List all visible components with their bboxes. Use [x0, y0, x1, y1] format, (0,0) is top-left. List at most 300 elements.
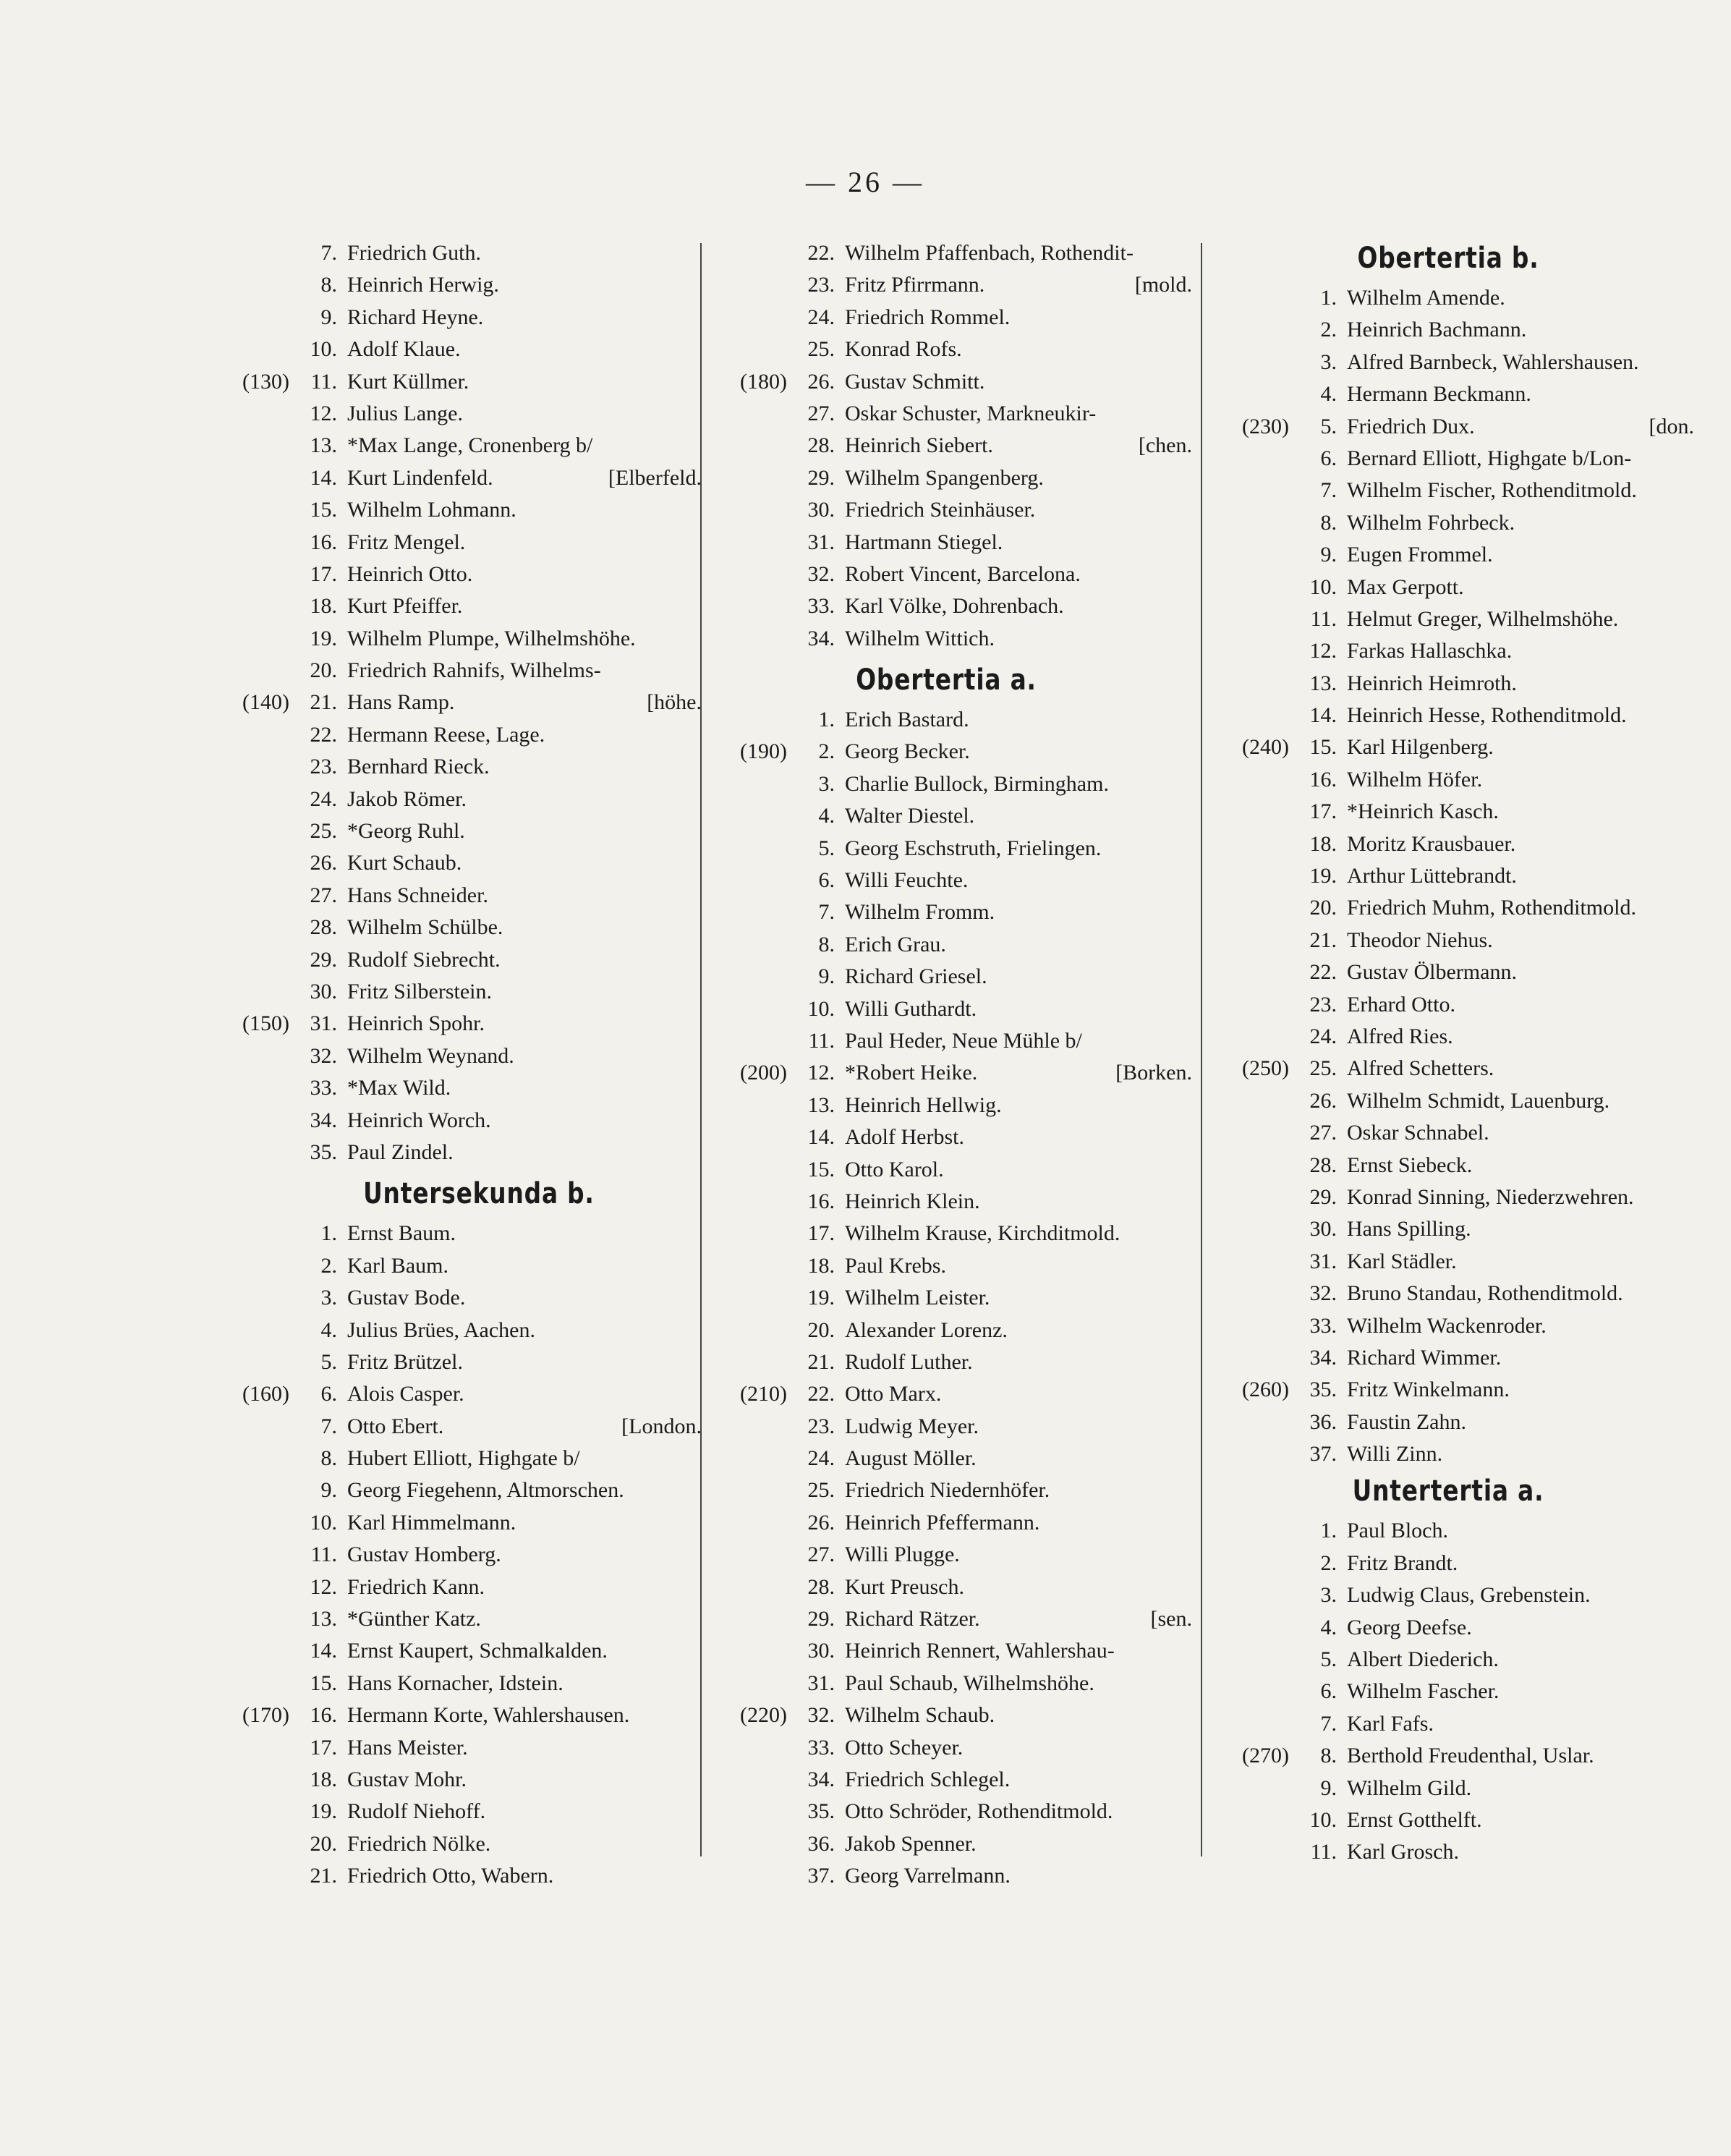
student-name: Fritz Brützel. — [347, 1349, 463, 1374]
student-name: *Georg Ruhl. — [347, 819, 465, 844]
entry-number: 35. — [1309, 1378, 1337, 1402]
entry-number: 5. — [1320, 1647, 1337, 1672]
student-entry — [700, 430, 1192, 462]
student-name: Fritz Pfirrmann. — [845, 273, 985, 297]
entry-number: 37. — [1309, 1442, 1337, 1467]
entry-number: 36. — [1309, 1409, 1337, 1434]
student-entry — [203, 1764, 702, 1796]
student-entry — [700, 1796, 1192, 1828]
student-entry — [203, 494, 702, 526]
student-name: Julius Brües, Aachen. — [347, 1317, 535, 1342]
student-entry — [1202, 1708, 1694, 1740]
student-entry — [203, 1282, 702, 1314]
student-name: Friedrich Rommel. — [845, 305, 1011, 329]
student-entry — [700, 1218, 1192, 1249]
page-number: — 26 — — [806, 166, 924, 198]
student-entry — [1202, 378, 1694, 410]
student-entry — [700, 1250, 1192, 1282]
entry-number: 31. — [807, 1671, 835, 1695]
student-entry — [203, 623, 702, 655]
running-count: (150) — [242, 1011, 289, 1036]
student-entry — [1202, 892, 1694, 924]
student-entry — [700, 1186, 1192, 1218]
entry-number: 1. — [1320, 1519, 1337, 1543]
student-name: Kurt Pfeiffer. — [347, 594, 463, 619]
student-entry — [203, 1603, 702, 1635]
student-entry — [203, 1040, 702, 1072]
student-name: Paul Zindel. — [347, 1139, 454, 1164]
student-name: Heinrich Klein. — [845, 1189, 980, 1213]
entry-number: 5. — [1320, 414, 1337, 438]
student-entry — [203, 1346, 702, 1378]
student-name: Kurt Schaub. — [347, 851, 462, 875]
student-entry — [203, 398, 702, 430]
student-name: Alfred Barnbeck, Wahlershausen. — [1347, 349, 1639, 374]
class-heading: Untertertia a. — [1352, 1474, 1544, 1508]
student-entry — [700, 800, 1192, 832]
entry-number: 19. — [310, 1799, 337, 1824]
running-count: (140) — [242, 690, 289, 715]
student-name: Kurt Preusch. — [845, 1574, 964, 1599]
student-name: Friedrich Niedernhöfer. — [845, 1478, 1050, 1503]
line-continuation: [sen. — [1150, 1607, 1192, 1631]
entry-number: 12. — [310, 1574, 337, 1599]
entry-number: 14. — [310, 1639, 337, 1663]
student-entry — [700, 237, 1192, 269]
entry-number: 27. — [1309, 1121, 1337, 1145]
student-entry — [700, 366, 1192, 398]
student-entry — [700, 704, 1192, 736]
student-name: Albert Diederich. — [1347, 1647, 1499, 1672]
student-entry — [1202, 1021, 1694, 1053]
student-name: Alexander Lorenz. — [845, 1317, 1008, 1342]
entry-number: 4. — [1320, 1615, 1337, 1639]
student-entry — [203, 944, 702, 976]
entry-number: 10. — [1309, 1807, 1337, 1832]
student-name: Wilhelm Weynand. — [347, 1043, 514, 1068]
entry-number: 26. — [310, 851, 337, 875]
student-name: Farkas Hallaschka. — [1347, 639, 1513, 663]
student-entry — [203, 815, 702, 847]
student-name: *Heinrich Kasch. — [1347, 799, 1499, 824]
student-name: Wilhelm Krause, Kirchditmold. — [845, 1221, 1120, 1246]
student-name: Willi Plugge. — [845, 1542, 960, 1567]
student-entry — [1202, 1246, 1694, 1278]
student-entry — [700, 993, 1192, 1025]
running-count: (230) — [1242, 414, 1289, 438]
entry-number: 29. — [310, 947, 337, 972]
student-name: Heinrich Hellwig. — [845, 1092, 1002, 1117]
student-name: Ludwig Claus, Grebenstein. — [1347, 1583, 1591, 1608]
entry-number: 17. — [807, 1221, 835, 1246]
student-name: Karl Völke, Dohrenbach. — [845, 594, 1064, 619]
student-name: Karl Fafs. — [1347, 1711, 1434, 1736]
student-entry — [1202, 1342, 1694, 1374]
entry-number: 20. — [1309, 896, 1337, 920]
student-name: Kurt Lindenfeld. — [347, 465, 493, 490]
entry-number: 23. — [807, 273, 835, 297]
student-name: Arthur Lüttebrandt. — [1347, 864, 1517, 888]
entry-number: 7. — [818, 900, 835, 925]
entry-number: 30. — [807, 498, 835, 522]
student-name: Rudolf Luther. — [845, 1349, 973, 1374]
student-entry — [700, 1699, 1192, 1731]
student-name: Ernst Siebeck. — [1347, 1153, 1473, 1177]
student-entry — [700, 1539, 1192, 1571]
student-entry — [700, 1443, 1192, 1474]
student-entry — [203, 366, 702, 398]
student-entry — [1202, 1676, 1694, 1707]
student-name: Wilhelm Plumpe, Wilhelmshöhe. — [347, 626, 636, 650]
student-entry — [203, 847, 702, 879]
student-entry — [1202, 411, 1694, 443]
line-continuation: [Elberfeld. — [608, 465, 702, 490]
student-entry — [1202, 1836, 1694, 1868]
student-entry — [1202, 475, 1694, 506]
student-name: Heinrich Heimroth. — [1347, 671, 1517, 695]
entry-number: 9. — [1320, 1775, 1337, 1800]
entry-number: 32. — [807, 1703, 835, 1728]
student-entry — [700, 623, 1192, 655]
student-entry — [1202, 1085, 1694, 1117]
entry-number: 11. — [310, 1542, 337, 1567]
student-name: Wilhelm Fohrbeck. — [1347, 510, 1515, 535]
student-name: Friedrich Steinhäuser. — [845, 498, 1036, 522]
student-name: Eugen Frommel. — [1347, 543, 1493, 567]
student-entry — [1202, 860, 1694, 892]
student-name: Wilhelm Schaub. — [845, 1703, 995, 1728]
entry-number: 18. — [310, 1767, 337, 1791]
student-name: Georg Becker. — [845, 739, 970, 764]
student-entry — [700, 1121, 1192, 1153]
student-name: Walter Diestel. — [845, 804, 975, 828]
student-entry — [203, 1411, 702, 1443]
running-count: (260) — [1242, 1378, 1289, 1402]
student-entry — [700, 1507, 1192, 1539]
student-name: Wilhelm Lohmann. — [347, 498, 516, 522]
entry-number: 13. — [807, 1092, 835, 1117]
student-entry — [1202, 1278, 1694, 1310]
entry-number: 9. — [818, 964, 835, 989]
entry-number: 28. — [310, 915, 337, 940]
student-entry — [700, 1057, 1192, 1089]
entry-number: 1. — [320, 1221, 337, 1246]
entry-number: 15. — [1309, 735, 1337, 760]
entry-number: 7. — [1320, 1711, 1337, 1736]
student-entry — [1202, 1181, 1694, 1213]
student-name: Richard Rätzer. — [845, 1607, 980, 1631]
entry-number: 18. — [310, 594, 337, 619]
line-continuation: [London. — [621, 1414, 702, 1438]
entry-number: 31. — [807, 530, 835, 554]
student-name: Heinrich Herwig. — [347, 273, 499, 297]
entry-number: 22. — [807, 1382, 835, 1406]
student-name: Erhard Otto. — [1347, 992, 1455, 1017]
student-name: Wilhelm Schülbe. — [347, 915, 503, 940]
line-continuation: [don. — [1649, 414, 1694, 438]
student-name: Willi Guthardt. — [845, 996, 977, 1021]
student-name: Wilhelm Pfaffenbach, Rothendit- — [845, 241, 1134, 265]
entry-number: 21. — [807, 1349, 835, 1374]
student-entry — [700, 1411, 1192, 1443]
entry-number: 30. — [1309, 1217, 1337, 1242]
student-name: Erich Bastard. — [845, 708, 969, 732]
student-entry — [1202, 507, 1694, 539]
student-entry — [203, 1860, 702, 1892]
entry-number: 33. — [807, 594, 835, 619]
student-name: Heinrich Hesse, Rothenditmold. — [1347, 703, 1627, 728]
student-entry — [1202, 347, 1694, 378]
line-continuation: [höhe. — [647, 690, 702, 715]
student-name: Fritz Brandt. — [1347, 1550, 1458, 1575]
student-entry — [1202, 1548, 1694, 1579]
entry-number: 5. — [320, 1349, 337, 1374]
student-entry — [1202, 956, 1694, 988]
line-continuation: [Borken. — [1115, 1061, 1192, 1085]
student-name: Wilhelm Leister. — [845, 1286, 990, 1310]
student-entry — [700, 1346, 1192, 1378]
student-name: Hermann Korte, Wahlershausen. — [347, 1703, 630, 1728]
student-name: Heinrich Bachmann. — [1347, 318, 1527, 342]
student-name: Paul Bloch. — [1347, 1519, 1448, 1543]
entry-number: 20. — [807, 1317, 835, 1342]
entry-number: 14. — [1309, 703, 1337, 728]
student-name: Friedrich Muhm, Rothenditmold. — [1347, 896, 1636, 920]
entry-number: 1. — [1320, 286, 1337, 310]
student-entry — [203, 1072, 702, 1104]
student-entry — [203, 462, 702, 494]
student-name: Hartmann Stiegel. — [845, 530, 1003, 554]
entry-number: 27. — [310, 883, 337, 907]
column-1 — [203, 237, 702, 1893]
entry-number: 3. — [818, 771, 835, 796]
entry-number: 30. — [807, 1639, 835, 1663]
student-name: Otto Scheyer. — [845, 1735, 964, 1760]
student-name: Kurt Küllmer. — [347, 369, 469, 394]
entry-number: 34. — [807, 626, 835, 650]
student-entry — [700, 1732, 1192, 1764]
student-entry — [1202, 1310, 1694, 1342]
entry-number: 31. — [1309, 1249, 1337, 1273]
entry-number: 26. — [807, 1510, 835, 1535]
entry-number: 23. — [1309, 992, 1337, 1017]
running-count: (130) — [242, 369, 289, 394]
student-entry — [203, 1668, 702, 1699]
entry-number: 34. — [310, 1108, 337, 1132]
student-name: Adolf Klaue. — [347, 337, 461, 362]
student-entry — [1202, 796, 1694, 828]
student-entry — [700, 559, 1192, 590]
student-name: Otto Marx. — [845, 1382, 942, 1406]
entry-number: 17. — [310, 1735, 337, 1760]
student-entry — [1202, 635, 1694, 667]
student-entry — [203, 976, 702, 1008]
student-entry — [1202, 668, 1694, 700]
student-entry — [203, 1315, 702, 1346]
entry-number: 6. — [1320, 446, 1337, 470]
student-entry — [203, 1699, 702, 1731]
student-name: Friedrich Kann. — [347, 1574, 485, 1599]
class-heading: Obertertia a. — [856, 663, 1037, 697]
student-name: Otto Schröder, Rothenditmold. — [845, 1799, 1113, 1824]
entry-number: 20. — [310, 658, 337, 683]
running-count: (270) — [1242, 1744, 1289, 1768]
entry-number: 7. — [320, 1414, 337, 1438]
student-name: Karl Hilgenberg. — [1347, 735, 1494, 760]
entry-number: 15. — [807, 1157, 835, 1181]
student-name: Alfred Schetters. — [1347, 1056, 1494, 1081]
entry-number: 33. — [807, 1735, 835, 1760]
running-count: (210) — [740, 1382, 787, 1406]
student-name: Faustin Zahn. — [1347, 1409, 1466, 1434]
student-entry — [1202, 1804, 1694, 1836]
entry-number: 28. — [1309, 1153, 1337, 1177]
student-entry — [203, 334, 702, 365]
line-continuation: [chen. — [1138, 433, 1192, 458]
student-name: Hans Ramp. — [347, 690, 455, 715]
entry-number: 25. — [310, 819, 337, 844]
student-entry — [1202, 1740, 1694, 1772]
student-name: Friedrich Schlegel. — [845, 1767, 1011, 1791]
entry-number: 13. — [310, 1607, 337, 1631]
student-name: Hubert Elliott, Highgate b/ — [347, 1446, 580, 1471]
student-name: *Robert Heike. — [845, 1061, 978, 1085]
student-name: Willi Feuchte. — [845, 868, 969, 893]
entry-number: 25. — [1309, 1056, 1337, 1081]
student-name: Konrad Rofs. — [845, 337, 962, 362]
entry-number: 2. — [1320, 1550, 1337, 1575]
entry-number: 8. — [320, 273, 337, 297]
student-name: Helmut Greger, Wilhelmshöhe. — [1347, 606, 1619, 631]
entry-number: 7. — [1320, 478, 1337, 503]
student-entry — [700, 1315, 1192, 1346]
entry-number: 11. — [1310, 1840, 1337, 1864]
entry-number: 2. — [320, 1253, 337, 1278]
entry-number: 9. — [1320, 543, 1337, 567]
student-entry — [1202, 828, 1694, 860]
student-name: Georg Eschstruth, Frielingen. — [845, 836, 1102, 860]
entry-number: 13. — [310, 433, 337, 458]
student-entry — [203, 1105, 702, 1137]
entry-number: 32. — [1309, 1281, 1337, 1306]
student-entry — [203, 590, 702, 622]
entry-number: 28. — [807, 1574, 835, 1599]
entry-number: 3. — [1320, 349, 1337, 374]
student-name: Ludwig Meyer. — [845, 1414, 979, 1438]
entry-number: 9. — [320, 1478, 337, 1503]
student-name: Gustav Ölbermann. — [1347, 960, 1517, 985]
student-name: Alois Casper. — [347, 1382, 464, 1406]
student-name: Wilhelm Fromm. — [845, 900, 995, 925]
student-name: Jakob Römer. — [347, 786, 467, 811]
student-entry — [700, 1668, 1192, 1699]
student-name: Gustav Schmitt. — [845, 369, 985, 394]
student-name: Heinrich Spohr. — [347, 1011, 485, 1036]
student-entry — [1202, 603, 1694, 635]
student-name: Wilhelm Amende. — [1347, 286, 1505, 310]
entry-number: 31. — [310, 1011, 337, 1036]
entry-number: 18. — [807, 1253, 835, 1278]
entry-number: 33. — [310, 1076, 337, 1100]
student-name: Heinrich Worch. — [347, 1108, 491, 1132]
student-name: Rudolf Siebrecht. — [347, 947, 501, 972]
student-entry — [1202, 282, 1694, 314]
entry-number: 11. — [808, 1028, 835, 1053]
entry-number: 22. — [807, 241, 835, 265]
student-name: Paul Krebs. — [845, 1253, 946, 1278]
entry-number: 2. — [1320, 318, 1337, 342]
entry-number: 26. — [807, 369, 835, 394]
entry-number: 17. — [1309, 799, 1337, 824]
student-entry — [1202, 1612, 1694, 1644]
student-entry — [700, 1282, 1192, 1314]
student-entry — [1202, 1515, 1694, 1547]
entry-number: 24. — [310, 786, 337, 811]
entry-number: 19. — [807, 1286, 835, 1310]
student-name: Adolf Herbst. — [845, 1125, 964, 1150]
student-entry — [700, 1378, 1192, 1410]
student-name: August Möller. — [845, 1446, 977, 1471]
student-entry — [700, 462, 1192, 494]
entry-number: 15. — [310, 1671, 337, 1695]
student-entry — [700, 1474, 1192, 1506]
student-name: Bernhard Rieck. — [347, 755, 490, 779]
entry-number: 4. — [1320, 382, 1337, 407]
student-name: Gustav Mohr. — [347, 1767, 467, 1791]
student-name: Wilhelm Gild. — [1347, 1775, 1472, 1800]
student-entry — [203, 1250, 702, 1282]
student-entry — [700, 896, 1192, 928]
student-entry — [203, 751, 702, 783]
student-name: Julius Lange. — [347, 401, 463, 425]
student-name: Friedrich Otto, Wabern. — [347, 1864, 554, 1888]
student-name: *Max Wild. — [347, 1076, 451, 1100]
student-entry — [203, 1796, 702, 1828]
entry-number: 9. — [320, 305, 337, 329]
student-name: Willi Zinn. — [1347, 1442, 1443, 1467]
student-entry — [700, 961, 1192, 993]
student-name: Hermann Beckmann. — [1347, 382, 1531, 407]
student-name: Bernard Elliott, Highgate b/Lon- — [1347, 446, 1632, 470]
student-entry — [700, 334, 1192, 365]
line-continuation: [mold. — [1134, 273, 1192, 297]
entry-number: 8. — [1320, 510, 1337, 535]
entry-number: 12. — [807, 1061, 835, 1085]
student-entry — [700, 1154, 1192, 1186]
student-entry — [203, 527, 702, 559]
student-entry — [700, 269, 1192, 301]
student-entry — [203, 784, 702, 815]
student-entry — [700, 1603, 1192, 1635]
student-name: Otto Ebert. — [347, 1414, 444, 1438]
student-name: Friedrich Guth. — [347, 241, 481, 265]
entry-number: 24. — [807, 305, 835, 329]
entry-number: 16. — [1309, 767, 1337, 791]
student-name: Hans Spilling. — [1347, 1217, 1471, 1242]
entry-number: 17. — [310, 561, 337, 586]
entry-number: 13. — [1309, 671, 1337, 695]
entry-number: 8. — [818, 932, 835, 956]
student-name: Oskar Schuster, Markneukir- — [845, 401, 1097, 425]
student-name: Friedrich Rahnifs, Wilhelms- — [347, 658, 601, 683]
entry-number: 37. — [807, 1864, 835, 1888]
entry-number: 22. — [310, 722, 337, 747]
student-entry — [700, 527, 1192, 559]
student-entry — [203, 880, 702, 912]
entry-number: 12. — [1309, 639, 1337, 663]
student-entry — [700, 865, 1192, 896]
student-name: Wilhelm Fischer, Rothenditmold. — [1347, 478, 1637, 503]
